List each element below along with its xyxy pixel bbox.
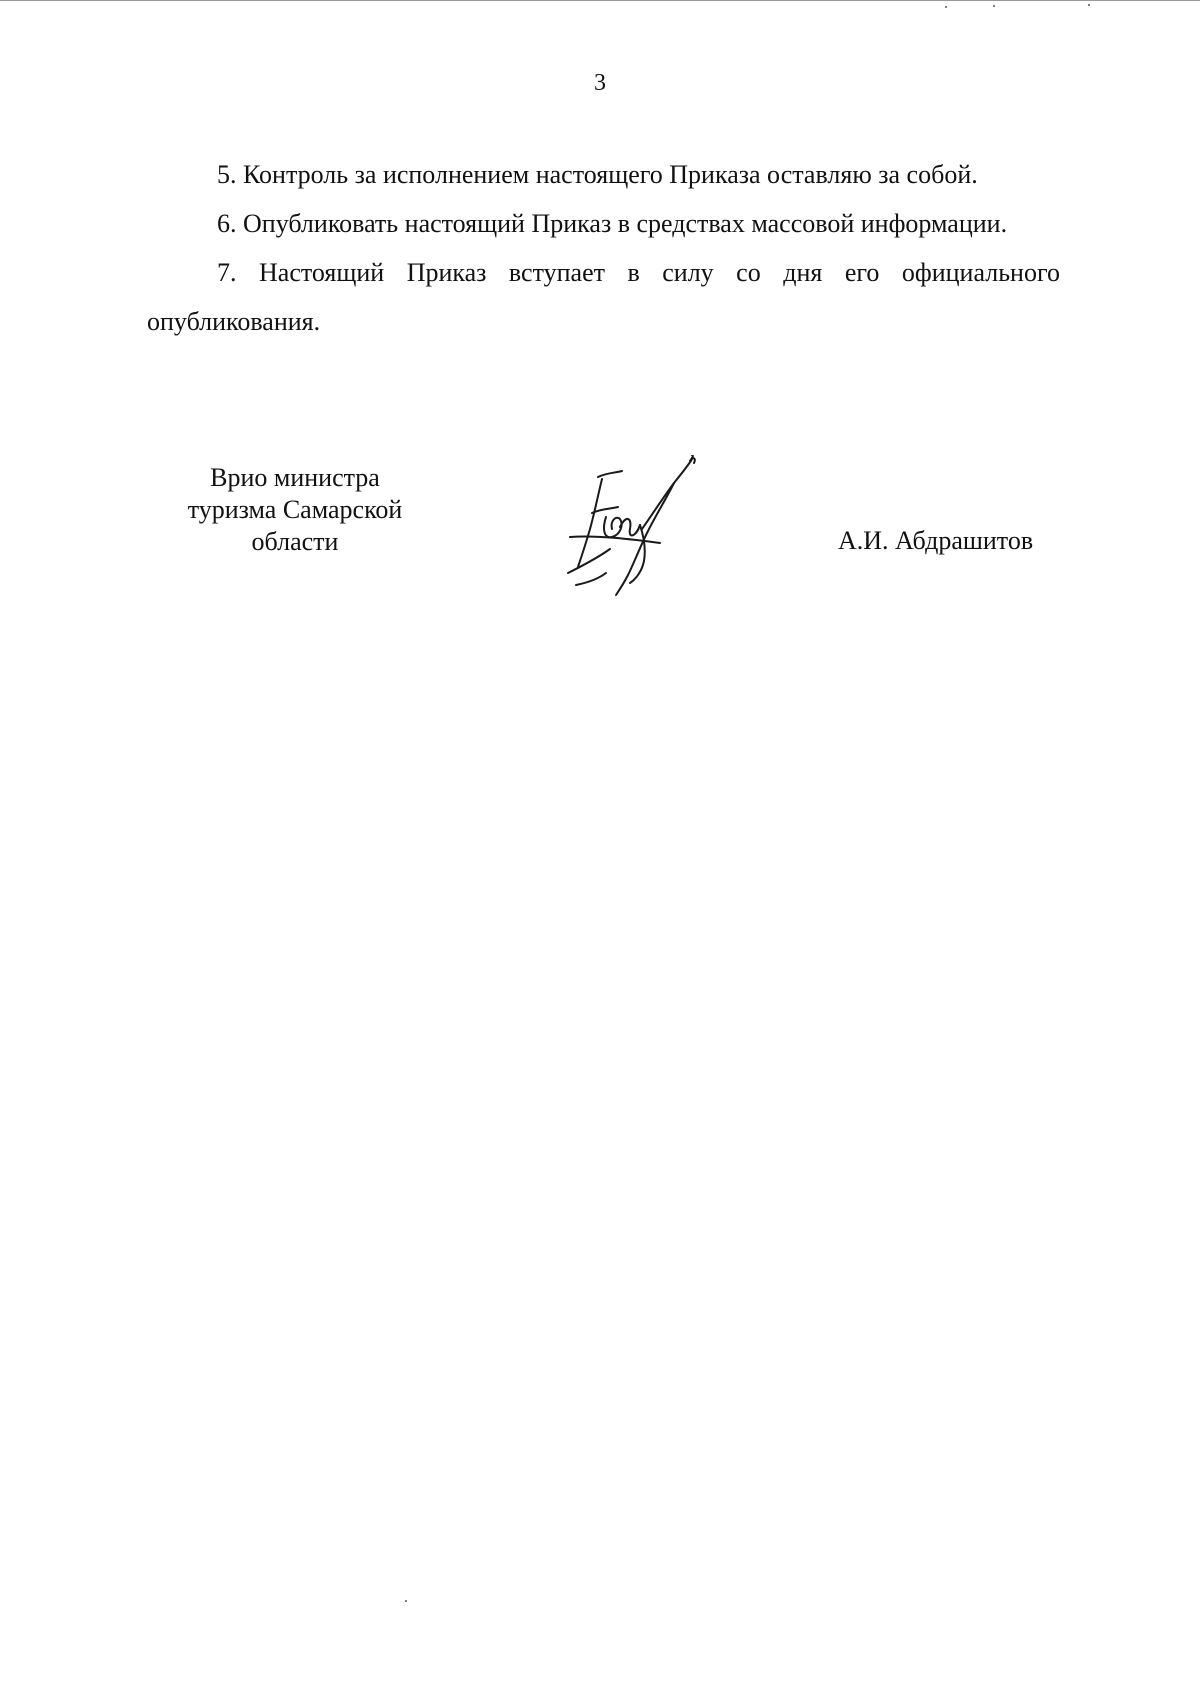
paragraph-item-6: 6. Опубликовать настоящий Приказ в средствах массовой информации.: [217, 209, 1008, 238]
scan-speck: [405, 1600, 407, 1602]
signer-position: [160, 462, 430, 558]
scan-top-edge-line: [0, 0, 1200, 1]
signer-position-line: Врио министра: [210, 463, 380, 492]
document-body: [147, 150, 1060, 346]
signature-block: [0, 455, 1200, 605]
paragraph-item-7-line-2: опубликования.: [147, 307, 321, 336]
scan-speck: [945, 6, 947, 8]
signer-position-line: области: [251, 527, 339, 556]
paragraph-item-7-line-1: 7. Настоящий Приказ вступает в силу со дня его официального: [217, 258, 1060, 287]
scan-speck: [993, 5, 995, 7]
signer-position-line: туризма Самарской: [187, 495, 403, 524]
page-number: 3: [594, 70, 606, 96]
scan-speck: [1088, 4, 1090, 6]
signer-name: А.И. Абдрашитов: [838, 526, 1034, 555]
handwritten-signature: [540, 455, 720, 605]
paragraph-item-5: 5. Контроль за исполнением настоящего Приказа оставляю за собой.: [217, 160, 978, 189]
